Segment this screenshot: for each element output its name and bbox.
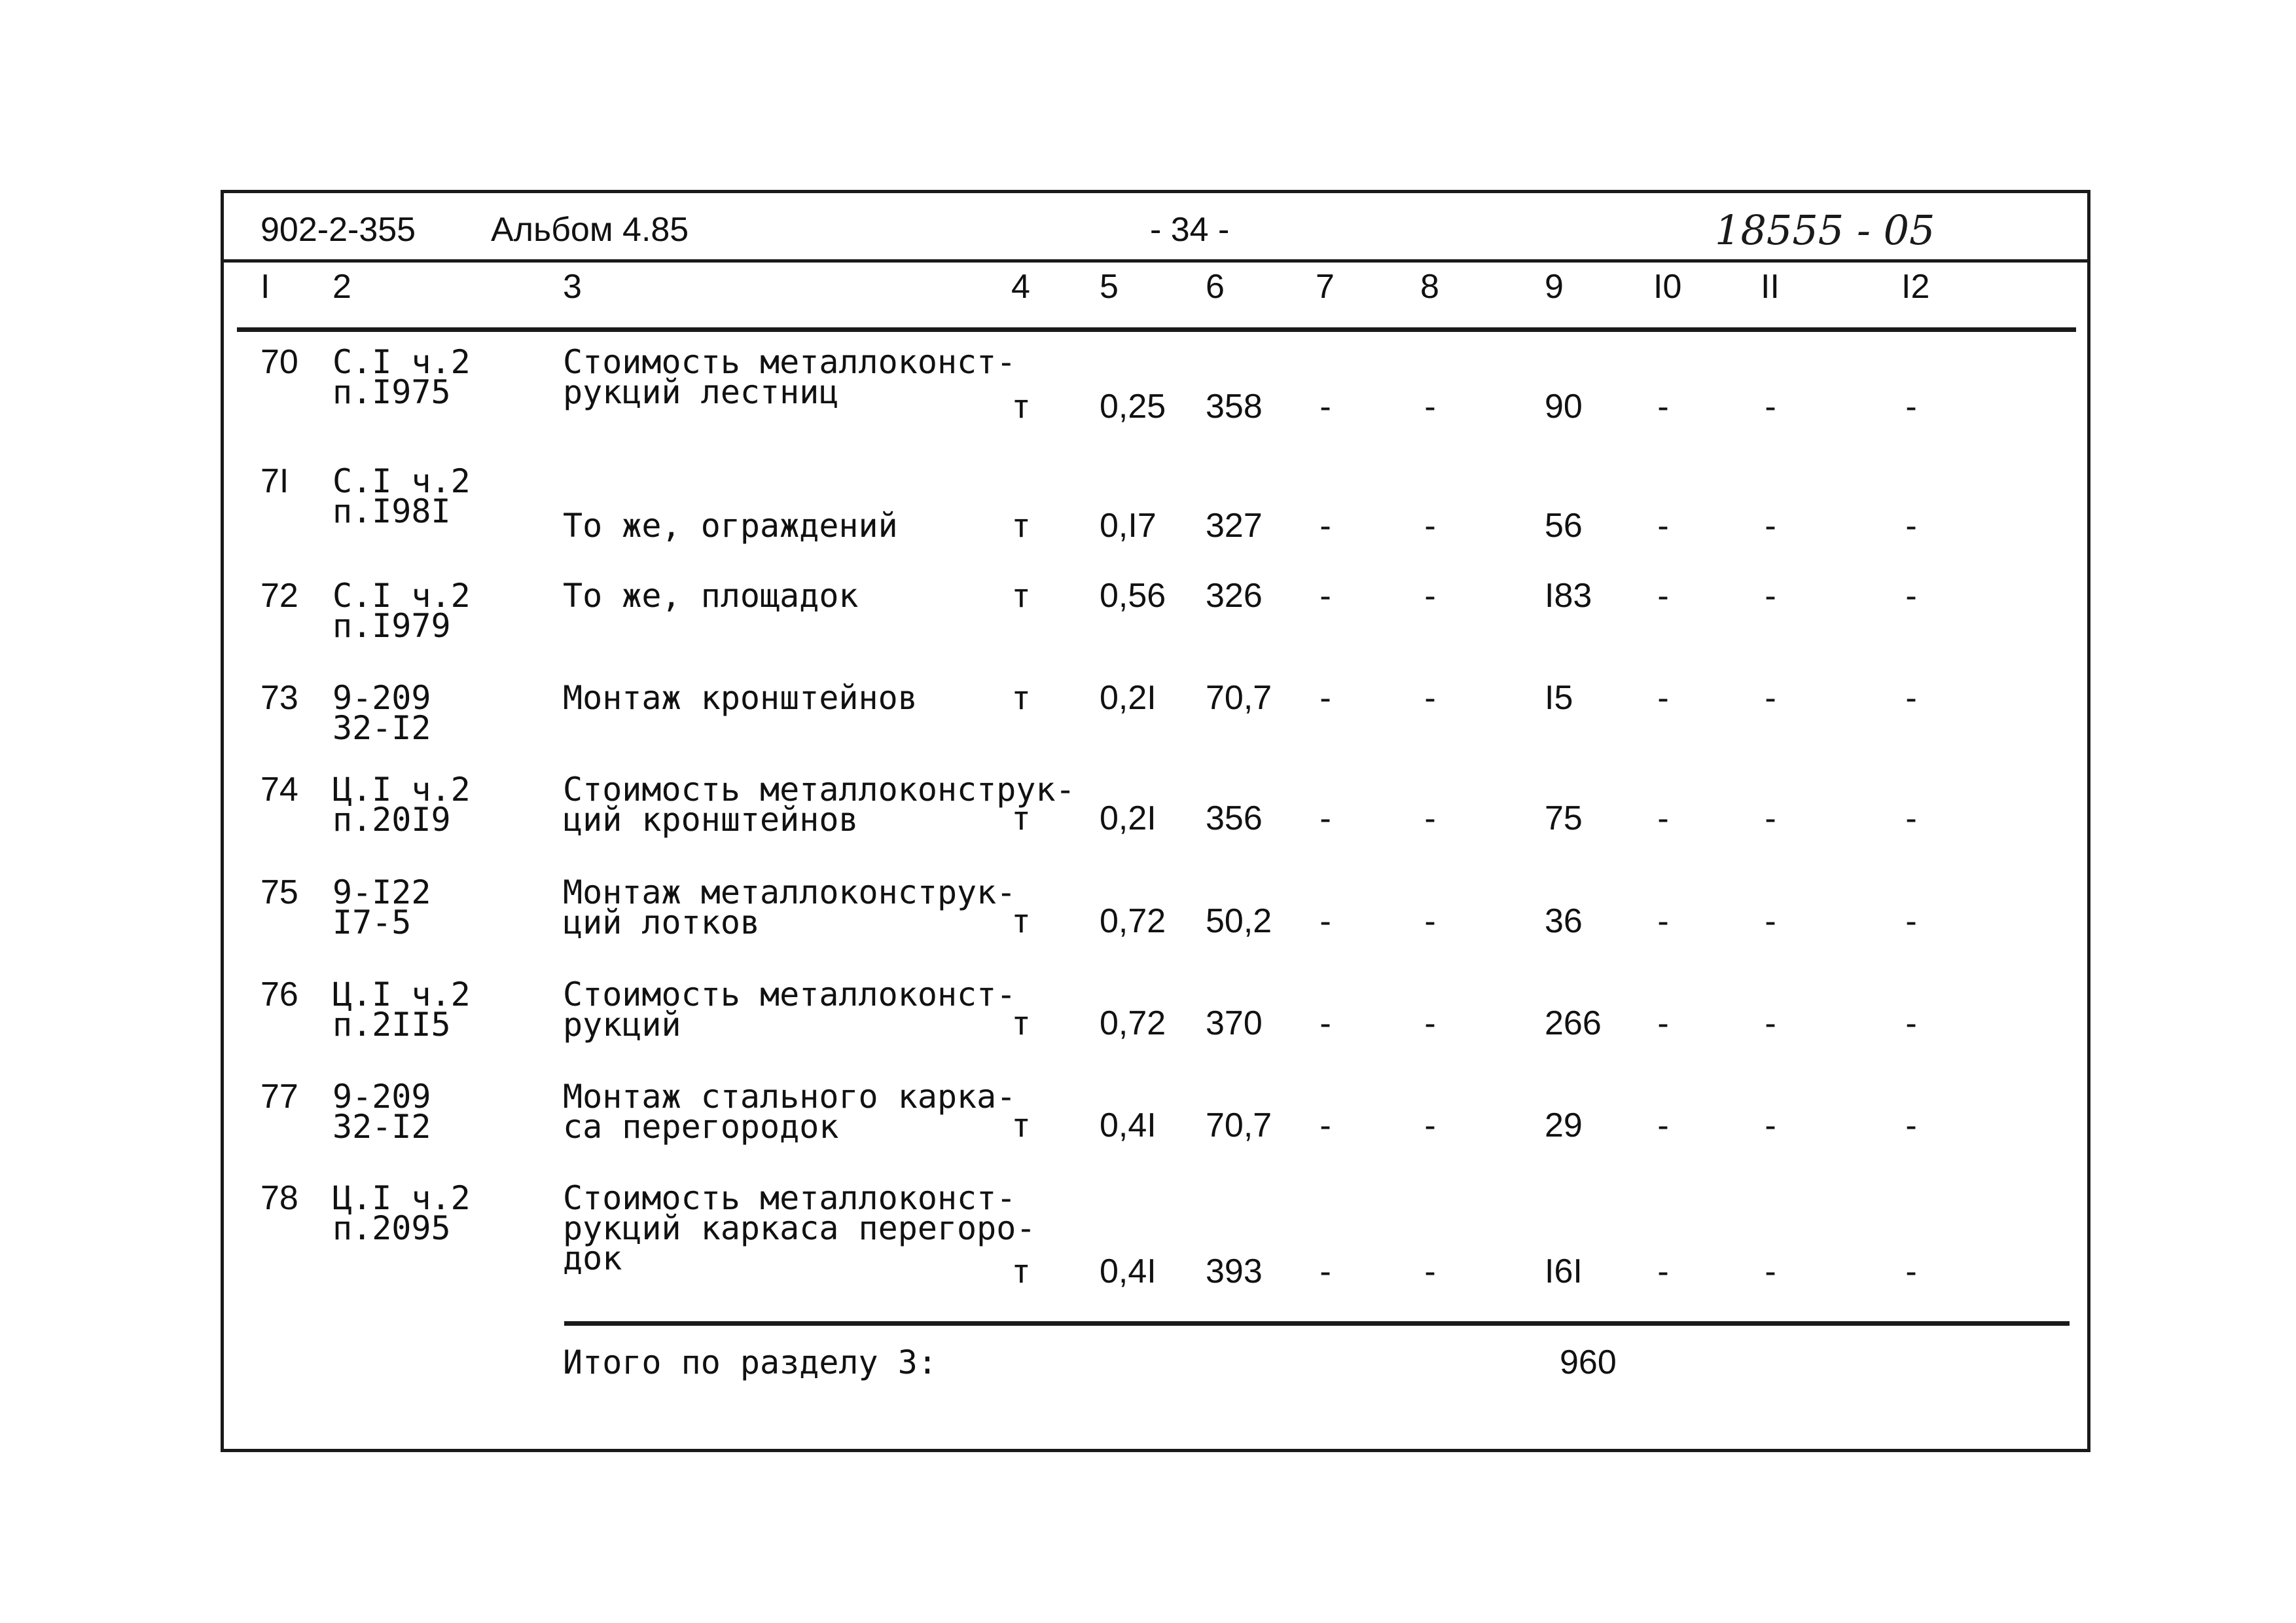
row-reference: Ц.I ч.2 п.2II5 [332, 976, 471, 1044]
row-col10: - [1653, 799, 1674, 837]
row-unit-price: 370 [1206, 1004, 1263, 1042]
row-reference: Ц.I ч.2 п.20I9 [332, 771, 471, 839]
row-number: 76 [260, 976, 298, 1013]
row-number: 7I [260, 462, 289, 500]
row-reference: 9-I22 I7-5 [332, 873, 431, 941]
row-number: 75 [260, 873, 298, 911]
row-col11: - [1761, 1004, 1781, 1042]
row-cost: I6I [1545, 1252, 1583, 1290]
row-col7: - [1316, 1252, 1336, 1290]
handwritten-inventory-number: 18555 - 05 [1715, 206, 1935, 254]
row-cost: I83 [1545, 577, 1592, 615]
row-col8: - [1420, 507, 1441, 545]
row-col12: - [1901, 902, 1922, 940]
row-cost: 29 [1545, 1106, 1583, 1144]
row-col7: - [1316, 577, 1336, 615]
row-unit-price: 393 [1206, 1252, 1263, 1290]
row-unit: т [1011, 799, 1031, 837]
row-description: То же, ограждений [563, 507, 898, 545]
row-reference: 9-209 32-I2 [332, 679, 431, 747]
row-description: Стоимость металлоконст- рукций [563, 976, 1016, 1044]
row-col7: - [1316, 799, 1336, 837]
row-unit: т [1011, 507, 1031, 545]
row-description: Монтаж кронштейнов [563, 679, 918, 717]
row-cost: 266 [1545, 1004, 1602, 1042]
row-unit-price: 70,7 [1206, 1106, 1272, 1144]
page-number: - 34 - [1150, 211, 1230, 249]
document-code: 902-2-355 [260, 211, 416, 249]
row-description: Стоимость металлоконст- рукций каркаса перегоро- док [563, 1179, 1036, 1277]
row-unit: т [1011, 388, 1031, 426]
column-header: I2 [1901, 268, 1930, 306]
row-col12: - [1901, 799, 1922, 837]
row-col11: - [1761, 507, 1781, 545]
row-col8: - [1420, 1252, 1441, 1290]
row-col7: - [1316, 1106, 1336, 1144]
row-col7: - [1316, 1004, 1336, 1042]
row-col10: - [1653, 679, 1674, 717]
row-number: 72 [260, 577, 298, 615]
row-col7: - [1316, 388, 1336, 426]
row-col11: - [1761, 577, 1781, 615]
row-col8: - [1420, 679, 1441, 717]
row-col11: - [1761, 799, 1781, 837]
row-quantity: 0,4I [1100, 1252, 1157, 1290]
row-unit: т [1011, 1106, 1031, 1144]
column-header: I0 [1653, 268, 1682, 306]
row-description: Стоимость металлоконструк- ций кронштейнов [563, 771, 1075, 839]
row-col10: - [1653, 1252, 1674, 1290]
row-col10: - [1653, 902, 1674, 940]
total-label: Итого по разделу 3: [563, 1343, 937, 1381]
column-header: I [260, 268, 270, 306]
row-col12: - [1901, 577, 1922, 615]
row-quantity: 0,72 [1100, 902, 1166, 940]
total-value: 960 [1560, 1343, 1617, 1381]
row-unit-price: 356 [1206, 799, 1263, 837]
row-number: 78 [260, 1179, 298, 1217]
row-cost: 36 [1545, 902, 1583, 940]
column-header-divider [237, 327, 2076, 332]
row-col7: - [1316, 902, 1336, 940]
row-col10: - [1653, 388, 1674, 426]
row-unit: т [1011, 1004, 1031, 1042]
row-col8: - [1420, 1004, 1441, 1042]
row-reference: С.I ч.2 п.I975 [332, 343, 471, 411]
row-number: 70 [260, 343, 298, 381]
row-unit: т [1011, 902, 1031, 940]
column-header: II [1761, 268, 1780, 306]
row-col11: - [1761, 679, 1781, 717]
row-col7: - [1316, 507, 1336, 545]
row-quantity: 0,I7 [1100, 507, 1157, 545]
row-col8: - [1420, 1106, 1441, 1144]
row-cost: I5 [1545, 679, 1573, 717]
row-col11: - [1761, 388, 1781, 426]
row-quantity: 0,56 [1100, 577, 1166, 615]
column-header: 8 [1420, 268, 1439, 306]
row-unit-price: 50,2 [1206, 902, 1272, 940]
row-col8: - [1420, 799, 1441, 837]
row-cost: 75 [1545, 799, 1583, 837]
header-divider [224, 259, 2087, 263]
row-quantity: 0,2I [1100, 679, 1157, 717]
row-col8: - [1420, 388, 1441, 426]
row-reference: Ц.I ч.2 п.2095 [332, 1179, 471, 1247]
column-header: 7 [1316, 268, 1335, 306]
row-col12: - [1901, 679, 1922, 717]
row-col7: - [1316, 679, 1336, 717]
row-col12: - [1901, 1106, 1922, 1144]
row-col10: - [1653, 1004, 1674, 1042]
row-reference: С.I ч.2 п.I98I [332, 462, 471, 530]
row-description: Монтаж металлоконструк- ций лотков [563, 873, 1016, 941]
row-unit: т [1011, 577, 1031, 615]
row-number: 77 [260, 1078, 298, 1116]
column-header: 3 [563, 268, 582, 306]
total-divider [564, 1321, 2070, 1326]
row-unit: т [1011, 1252, 1031, 1290]
row-col10: - [1653, 577, 1674, 615]
column-header: 6 [1206, 268, 1225, 306]
row-col12: - [1901, 1004, 1922, 1042]
column-header: 5 [1100, 268, 1119, 306]
row-unit-price: 326 [1206, 577, 1263, 615]
row-col8: - [1420, 577, 1441, 615]
row-description: То же, площадок [563, 577, 859, 615]
row-quantity: 0,72 [1100, 1004, 1166, 1042]
row-quantity: 0,2I [1100, 799, 1157, 837]
row-col11: - [1761, 1252, 1781, 1290]
row-unit-price: 358 [1206, 388, 1263, 426]
row-number: 73 [260, 679, 298, 717]
column-header: 4 [1011, 268, 1030, 306]
row-description: Монтаж стального карка- са перегородок [563, 1078, 1016, 1146]
row-cost: 56 [1545, 507, 1583, 545]
column-header: 9 [1545, 268, 1564, 306]
column-header: 2 [332, 268, 351, 306]
row-reference: С.I ч.2 п.I979 [332, 577, 471, 645]
row-col12: - [1901, 388, 1922, 426]
row-col10: - [1653, 507, 1674, 545]
row-cost: 90 [1545, 388, 1583, 426]
row-col12: - [1901, 507, 1922, 545]
row-number: 74 [260, 771, 298, 809]
row-col11: - [1761, 902, 1781, 940]
row-unit-price: 327 [1206, 507, 1263, 545]
row-unit: т [1011, 679, 1031, 717]
row-description: Стоимость металлоконст- рукций лестниц [563, 343, 1016, 411]
row-col12: - [1901, 1252, 1922, 1290]
row-unit-price: 70,7 [1206, 679, 1272, 717]
row-quantity: 0,4I [1100, 1106, 1157, 1144]
row-col10: - [1653, 1106, 1674, 1144]
row-col8: - [1420, 902, 1441, 940]
row-quantity: 0,25 [1100, 388, 1166, 426]
row-reference: 9-209 32-I2 [332, 1078, 431, 1146]
row-col11: - [1761, 1106, 1781, 1144]
album-label: Альбом 4.85 [491, 211, 689, 249]
